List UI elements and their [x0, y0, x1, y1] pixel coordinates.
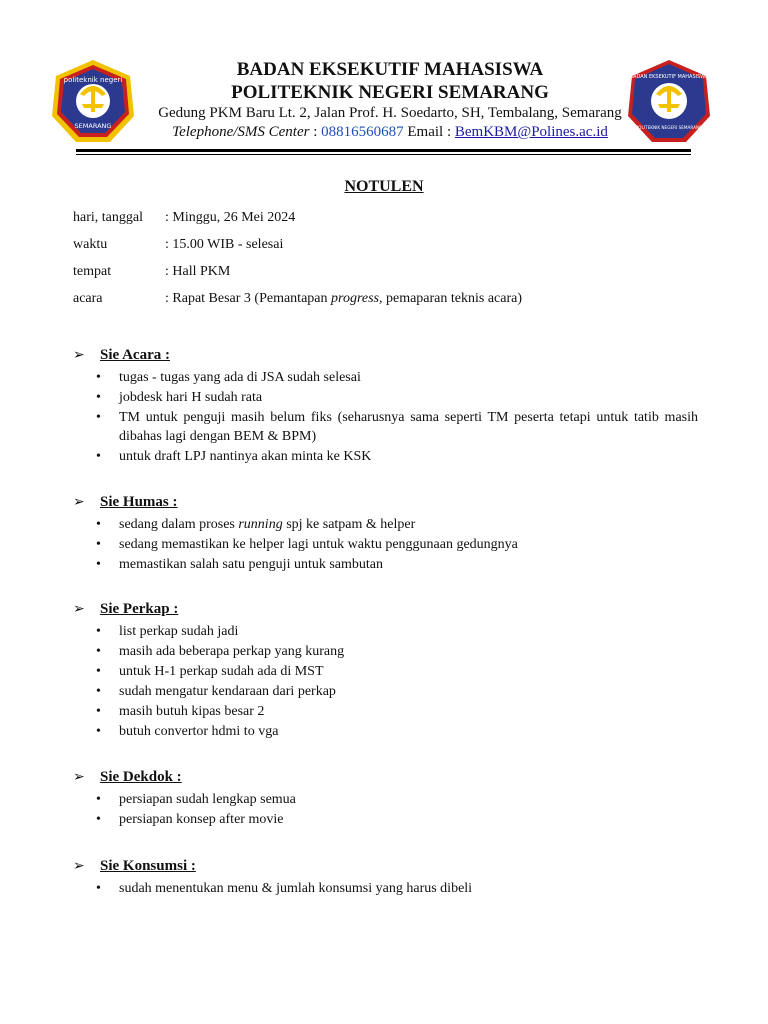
logo-left-ring-text-top: politeknik negeri	[63, 76, 123, 84]
list-item: • untuk draft LPJ nantinya akan minta ke KSK	[96, 449, 372, 464]
meta-key: tempat	[73, 264, 112, 279]
arrow-bullet-icon: ➢	[73, 602, 85, 617]
document-title: NOTULEN	[344, 178, 424, 195]
list-item: • tugas - tugas yang ada di JSA sudah selesai	[96, 370, 361, 385]
letterhead	[100, 58, 680, 141]
list-item: • masih butuh kipas besar 2	[96, 704, 265, 719]
section-sie-dekdok	[73, 769, 698, 829]
meta-key: acara	[73, 291, 103, 306]
list-item: • sedang memastikan ke helper lagi untuk waktu penggunaan gedungnya	[96, 537, 518, 552]
list-item: • memastikan salah satu penguji untuk sambutan	[96, 557, 384, 572]
meta-value: : Hall PKM	[165, 264, 231, 279]
email-link[interactable]: BemKBM@Polines.ac.id	[454, 124, 608, 140]
section-sie-perkap	[73, 601, 698, 741]
phone-label: Telephone/SMS Center	[172, 124, 310, 140]
list-item: • masih ada beberapa perkap yang kurang	[96, 644, 345, 659]
list-item: • untuk H-1 perkap sudah ada di MST	[96, 664, 324, 679]
list-item: • butuh convertor hdmi to vga	[96, 724, 279, 739]
letterhead-divider-thick	[76, 149, 691, 152]
section-title: Sie Acara :	[100, 347, 170, 363]
section-title: Sie Perkap :	[100, 601, 179, 617]
section-sie-humas	[73, 494, 698, 574]
org-address: Gedung PKM Baru Lt. 2, Jalan Prof. H. Soedarto, SH, Tembalang, Semarang	[158, 105, 622, 121]
email-label: Email :	[403, 124, 455, 140]
phone-separator: :	[309, 124, 322, 140]
list-item: • persiapan konsep after movie	[96, 812, 284, 827]
logo-right-ring-text-top: BADAN EKSEKUTIF MAHASISWA	[629, 74, 709, 80]
arrow-bullet-icon: ➢	[73, 495, 85, 510]
list-item: • persiapan sudah lengkap semua	[96, 792, 296, 807]
meta-value: : Minggu, 26 Mei 2024	[165, 210, 296, 225]
arrow-bullet-icon: ➢	[73, 348, 85, 363]
contact-line	[100, 123, 680, 141]
section-title: Sie Humas :	[100, 494, 178, 510]
logo-left-ring-text-bottom: SEMARANG	[74, 122, 112, 130]
org-name-line1: BADAN EKSEKUTIF MAHASISWA	[236, 59, 544, 80]
logo-right-ring-text-bottom: POLITEKNIK NEGERI SEMARANG	[635, 125, 703, 130]
letterhead-divider-thin	[76, 154, 691, 155]
list-item: • TM untuk penguji masih belum fiks (seharusnya sama seperti TM peserta tetapi untuk tatib masih dibahas lagi dengan BEM & BPM)	[96, 410, 698, 444]
list-item: • sudah mengatur kendaraan dari perkap	[96, 684, 336, 699]
meta-value: : 15.00 WIB - selesai	[165, 237, 284, 252]
phone-number: 08816560687	[321, 124, 404, 140]
list-item: • sedang dalam proses running spj ke satpam & helper	[96, 517, 416, 532]
meta-key: hari, tanggal	[73, 210, 143, 225]
arrow-bullet-icon: ➢	[73, 770, 85, 785]
arrow-bullet-icon: ➢	[73, 859, 85, 874]
section-title: Sie Dekdok :	[100, 769, 182, 785]
list-item: • jobdesk hari H sudah rata	[96, 390, 263, 405]
list-item: • list perkap sudah jadi	[96, 624, 239, 639]
section-title: Sie Konsumsi :	[100, 858, 196, 874]
meta-value: : Rapat Besar 3 (Pemantapan progress, pemaparan teknis acara)	[165, 291, 523, 306]
section-sie-acara	[73, 347, 698, 466]
section-sie-konsumsi	[73, 858, 698, 898]
meta-key: waktu	[73, 237, 108, 252]
org-name-line2: POLITEKNIK NEGERI SEMARANG	[231, 82, 549, 103]
list-item: • sudah menentukan menu & jumlah konsumsi yang harus dibeli	[96, 881, 473, 896]
